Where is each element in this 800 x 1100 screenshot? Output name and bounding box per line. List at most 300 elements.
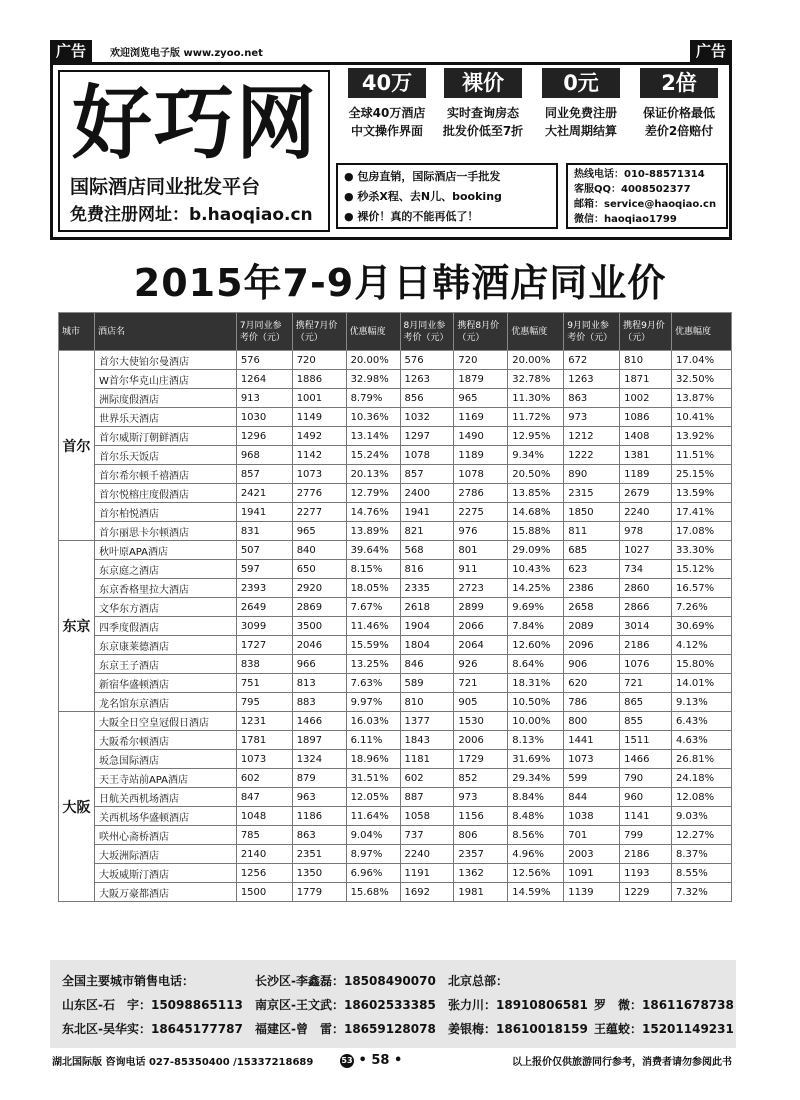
feature-line: 中文操作界面 [350, 124, 423, 138]
price-cell: 1466 [620, 750, 672, 769]
hotel-name-cell: 日航关西机场酒店 [94, 788, 236, 807]
price-cell: 3500 [292, 617, 346, 636]
feature-line: 全球40万酒店 [348, 106, 426, 120]
price-cell: 1186 [292, 807, 346, 826]
price-cell: 2315 [564, 484, 620, 503]
price-cell: 6.11% [346, 731, 400, 750]
price-cell: 2240 [400, 845, 454, 864]
price-cell: 790 [620, 769, 672, 788]
price-cell: 13.14% [346, 427, 400, 446]
price-cell: 840 [292, 541, 346, 560]
price-cell: 863 [564, 389, 620, 408]
price-cell: 1981 [454, 883, 508, 902]
price-cell: 1350 [292, 864, 346, 883]
price-cell: 844 [564, 788, 620, 807]
price-cell: 1377 [400, 712, 454, 731]
page-number: • 58 • [358, 1053, 403, 1068]
price-cell: 18.96% [346, 750, 400, 769]
price-cell: 968 [236, 446, 292, 465]
price-cell: 9.34% [508, 446, 564, 465]
price-cell: 9.03% [671, 807, 731, 826]
promo-bullet: ● 秒杀X程、去N儿、booking [344, 190, 502, 203]
price-cell: 1149 [292, 408, 346, 427]
price-cell: 4.96% [508, 845, 564, 864]
table-row [59, 750, 732, 769]
feature-badge: 2倍 [640, 68, 718, 98]
price-cell: 6.96% [346, 864, 400, 883]
price-cell: 811 [564, 522, 620, 541]
price-cell: 976 [454, 522, 508, 541]
price-cell: 720 [292, 351, 346, 370]
price-cell: 2357 [454, 845, 508, 864]
price-cell: 11.51% [671, 446, 731, 465]
price-cell: 576 [400, 351, 454, 370]
price-cell: 1038 [564, 807, 620, 826]
price-cell: 852 [454, 769, 508, 788]
price-cell: 1091 [564, 864, 620, 883]
contact-hotline: 热线电话：010-88571314 [574, 169, 705, 180]
price-cell: 20.00% [346, 351, 400, 370]
price-cell: 1030 [236, 408, 292, 427]
price-cell: 29.09% [508, 541, 564, 560]
price-cell: 751 [236, 674, 292, 693]
price-cell: 806 [454, 826, 508, 845]
price-cell: 1941 [236, 503, 292, 522]
hotel-name-cell: 文华东方酒店 [94, 598, 236, 617]
price-cell: 20.50% [508, 465, 564, 484]
price-cell: 737 [400, 826, 454, 845]
price-cell: 2046 [292, 636, 346, 655]
price-cell: 963 [292, 788, 346, 807]
hotel-name-cell: 首尔希尔顿千禧酒店 [94, 465, 236, 484]
price-cell: 7.63% [346, 674, 400, 693]
feature-line: 批发价低至7折 [442, 124, 524, 138]
price-cell: 1073 [564, 750, 620, 769]
price-cell: 15.12% [671, 560, 731, 579]
price-cell: 2003 [564, 845, 620, 864]
promo-bullets [336, 163, 558, 229]
hotel-name-cell: 首尔悦榕庄度假酒店 [94, 484, 236, 503]
price-cell: 1048 [236, 807, 292, 826]
promo-bullet: ● 裸价！真的不能再低了！ [344, 210, 479, 223]
table-row [59, 636, 732, 655]
price-cell: 1231 [236, 712, 292, 731]
price-cell: 14.76% [346, 503, 400, 522]
sales-contact: 北京总部： [448, 974, 509, 988]
price-cell: 8.56% [508, 826, 564, 845]
price-cell: 1779 [292, 883, 346, 902]
price-cell: 2089 [564, 617, 620, 636]
contact-info [566, 163, 728, 229]
price-cell: 16.57% [671, 579, 731, 598]
price-cell: 813 [292, 674, 346, 693]
feature-block [630, 68, 728, 140]
table-row [59, 408, 732, 427]
price-cell: 1141 [620, 807, 672, 826]
price-cell: 1073 [292, 465, 346, 484]
hotel-name-cell: 首尔乐天饭店 [94, 446, 236, 465]
price-cell: 9.97% [346, 693, 400, 712]
price-table [58, 312, 732, 902]
price-cell: 1256 [236, 864, 292, 883]
price-cell: 15.68% [346, 883, 400, 902]
price-cell: 1263 [564, 370, 620, 389]
table-row [59, 598, 732, 617]
logo-panel [58, 70, 330, 232]
hotel-name-cell: 关西机场华盛顿酒店 [94, 807, 236, 826]
price-cell: 855 [620, 712, 672, 731]
price-cell: 1692 [400, 883, 454, 902]
footer-disclaimer: 以上报价仅供旅游同行参考，消费者请勿参阅此书 [512, 1057, 732, 1068]
price-cell: 906 [564, 655, 620, 674]
column-header: 优惠幅度 [508, 313, 564, 351]
hotel-name-cell: 大阪全日空皇冠假日酒店 [94, 712, 236, 731]
price-cell: 1263 [400, 370, 454, 389]
table-row [59, 541, 732, 560]
price-cell: 1850 [564, 503, 620, 522]
price-cell: 20.13% [346, 465, 400, 484]
price-cell: 10.43% [508, 560, 564, 579]
contact-wechat: 微信：haoqiao1799 [574, 214, 677, 225]
price-cell: 32.78% [508, 370, 564, 389]
price-cell: 1879 [454, 370, 508, 389]
price-cell: 1181 [400, 750, 454, 769]
price-cell: 8.84% [508, 788, 564, 807]
price-cell: 1086 [620, 408, 672, 427]
price-cell: 2240 [620, 503, 672, 522]
hotel-name-cell: 新宿华盛顿酒店 [94, 674, 236, 693]
price-cell: 11.46% [346, 617, 400, 636]
price-cell: 846 [400, 655, 454, 674]
price-cell: 2386 [564, 579, 620, 598]
price-cell: 15.59% [346, 636, 400, 655]
price-cell: 1139 [564, 883, 620, 902]
price-cell: 1381 [620, 446, 672, 465]
column-header: 酒店名 [94, 313, 236, 351]
price-cell: 1871 [620, 370, 672, 389]
sales-contact: 姜银梅：18610018159 [448, 1022, 588, 1036]
price-cell: 801 [454, 541, 508, 560]
hotel-name-cell: 秋叶原APA酒店 [94, 541, 236, 560]
price-cell: 1212 [564, 427, 620, 446]
price-cell: 879 [292, 769, 346, 788]
price-cell: 25.15% [671, 465, 731, 484]
price-cell: 13.59% [671, 484, 731, 503]
price-cell: 6.43% [671, 712, 731, 731]
price-cell: 721 [620, 674, 672, 693]
price-cell: 973 [454, 788, 508, 807]
price-cell: 13.85% [508, 484, 564, 503]
price-cell: 2421 [236, 484, 292, 503]
price-cell: 1729 [454, 750, 508, 769]
price-cell: 786 [564, 693, 620, 712]
price-cell: 2866 [620, 598, 672, 617]
price-cell: 721 [454, 674, 508, 693]
price-cell: 9.69% [508, 598, 564, 617]
contact-qq: 客服QQ：4008502377 [574, 184, 691, 195]
hotel-name-cell: 首尔威斯汀朝鲜酒店 [94, 427, 236, 446]
feature-line: 实时查询房态 [446, 106, 519, 120]
hotel-name-cell: 坂急国际酒店 [94, 750, 236, 769]
price-cell: 701 [564, 826, 620, 845]
price-cell: 913 [236, 389, 292, 408]
feature-badge: 裸价 [444, 68, 522, 98]
price-cell: 1222 [564, 446, 620, 465]
price-cell: 507 [236, 541, 292, 560]
price-cell: 1904 [400, 617, 454, 636]
price-cell: 8.64% [508, 655, 564, 674]
table-row [59, 370, 732, 389]
price-cell: 1530 [454, 712, 508, 731]
feature-block [434, 68, 532, 140]
price-cell: 857 [236, 465, 292, 484]
table-body [59, 351, 732, 902]
price-cell: 2723 [454, 579, 508, 598]
table-row [59, 389, 732, 408]
hotel-name-cell: 东京香格里拉大酒店 [94, 579, 236, 598]
feature-line: 差价2倍赔付 [644, 124, 714, 138]
price-cell: 597 [236, 560, 292, 579]
price-cell: 10.36% [346, 408, 400, 427]
column-header: 7月同业参考价（元） [236, 313, 292, 351]
price-cell: 15.88% [508, 522, 564, 541]
price-cell: 2679 [620, 484, 672, 503]
price-cell: 2658 [564, 598, 620, 617]
table-row [59, 712, 732, 731]
price-cell: 2899 [454, 598, 508, 617]
price-cell: 650 [292, 560, 346, 579]
price-cell: 17.04% [671, 351, 731, 370]
price-cell: 1500 [236, 883, 292, 902]
price-cell: 24.18% [671, 769, 731, 788]
price-cell: 1156 [454, 807, 508, 826]
table-row [59, 826, 732, 845]
price-cell: 838 [236, 655, 292, 674]
table-row [59, 674, 732, 693]
table-row [59, 864, 732, 883]
price-cell: 20.00% [508, 351, 564, 370]
page-title: 2015年7-9月日韩酒店同业价 [133, 261, 667, 305]
price-cell: 7.32% [671, 883, 731, 902]
price-cell: 2649 [236, 598, 292, 617]
price-cell: 965 [292, 522, 346, 541]
column-header: 携程8月价（元） [454, 313, 508, 351]
price-cell: 12.79% [346, 484, 400, 503]
price-cell: 1191 [400, 864, 454, 883]
column-header: 优惠幅度 [346, 313, 400, 351]
price-cell: 12.60% [508, 636, 564, 655]
contact-email: 邮箱：service@haoqiao.cn [574, 199, 717, 210]
hotel-name-cell: 大阪万豪都酒店 [94, 883, 236, 902]
price-cell: 2006 [454, 731, 508, 750]
footer-left: 湖北国际版 咨询电话 027-85350400 /15337218689 [52, 1057, 314, 1068]
price-cell: 568 [400, 541, 454, 560]
price-cell: 1297 [400, 427, 454, 446]
price-cell: 890 [564, 465, 620, 484]
price-cell: 1492 [292, 427, 346, 446]
price-cell: 2066 [454, 617, 508, 636]
price-cell: 12.56% [508, 864, 564, 883]
price-cell: 2064 [454, 636, 508, 655]
table-row [59, 883, 732, 902]
hotel-name-cell: 洲际度假酒店 [94, 389, 236, 408]
welcome-text: 欢迎浏览电子版 www.zyoo.net [110, 48, 263, 59]
price-cell: 795 [236, 693, 292, 712]
price-cell: 810 [400, 693, 454, 712]
sales-contact: 福建区-曾 雷：18659128078 [255, 1022, 436, 1036]
price-cell: 2351 [292, 845, 346, 864]
table-row [59, 769, 732, 788]
table-row [59, 731, 732, 750]
price-cell: 10.41% [671, 408, 731, 427]
column-header: 城市 [59, 313, 95, 351]
feature-line: 保证价格最低 [642, 106, 715, 120]
price-cell: 2277 [292, 503, 346, 522]
price-cell: 576 [236, 351, 292, 370]
price-cell: 831 [236, 522, 292, 541]
price-cell: 816 [400, 560, 454, 579]
price-cell: 602 [400, 769, 454, 788]
price-cell: 1229 [620, 883, 672, 902]
city-cell: 东京 [59, 541, 95, 712]
price-cell: 31.69% [508, 750, 564, 769]
price-cell: 1001 [292, 389, 346, 408]
price-cell: 10.00% [508, 712, 564, 731]
table-row [59, 503, 732, 522]
hotel-name-cell: 东京庭之酒店 [94, 560, 236, 579]
column-header: 9月同业参考价（元） [564, 313, 620, 351]
price-cell: 960 [620, 788, 672, 807]
price-cell: 2393 [236, 579, 292, 598]
sales-contact: 罗 微：18611678738 [594, 998, 734, 1012]
hotel-name-cell: 四季度假酒店 [94, 617, 236, 636]
price-cell: 887 [400, 788, 454, 807]
price-cell: 12.95% [508, 427, 564, 446]
price-cell: 11.72% [508, 408, 564, 427]
price-cell: 911 [454, 560, 508, 579]
price-cell: 863 [292, 826, 346, 845]
price-cell: 9.13% [671, 693, 731, 712]
price-cell: 12.05% [346, 788, 400, 807]
price-cell: 1169 [454, 408, 508, 427]
price-cell: 785 [236, 826, 292, 845]
price-cell: 13.89% [346, 522, 400, 541]
column-header: 携程7月价（元） [292, 313, 346, 351]
table-row [59, 351, 732, 370]
ad-label-left: 广告 [50, 40, 92, 62]
price-cell: 2096 [564, 636, 620, 655]
price-cell: 865 [620, 693, 672, 712]
promo-bullet: ● 包房直销，国际酒店一手批发 [344, 170, 501, 183]
logo-wordmark: 好巧网 [72, 76, 318, 170]
price-cell: 589 [400, 674, 454, 693]
table-row [59, 446, 732, 465]
price-cell: 11.30% [508, 389, 564, 408]
table-row [59, 427, 732, 446]
price-cell: 2869 [292, 598, 346, 617]
price-cell: 31.51% [346, 769, 400, 788]
price-cell: 2618 [400, 598, 454, 617]
price-cell: 1804 [400, 636, 454, 655]
price-cell: 2920 [292, 579, 346, 598]
price-cell: 8.13% [508, 731, 564, 750]
price-cell: 4.12% [671, 636, 731, 655]
price-cell: 2400 [400, 484, 454, 503]
price-cell: 965 [454, 389, 508, 408]
page-badge-icon: 53 [340, 1054, 354, 1068]
price-cell: 10.50% [508, 693, 564, 712]
price-cell: 3014 [620, 617, 672, 636]
hotel-name-cell: W首尔华克山庄酒店 [94, 370, 236, 389]
price-cell: 1264 [236, 370, 292, 389]
price-cell: 1886 [292, 370, 346, 389]
price-cell: 2776 [292, 484, 346, 503]
column-header: 优惠幅度 [671, 313, 731, 351]
sales-contact: 张力川：18910806581 [448, 998, 588, 1012]
hotel-name-cell: 大阪希尔顿酒店 [94, 731, 236, 750]
price-cell: 1073 [236, 750, 292, 769]
price-cell: 1781 [236, 731, 292, 750]
price-cell: 1076 [620, 655, 672, 674]
price-cell: 810 [620, 351, 672, 370]
price-cell: 2186 [620, 845, 672, 864]
price-cell: 8.15% [346, 560, 400, 579]
column-header: 携程9月价（元） [620, 313, 672, 351]
price-cell: 18.31% [508, 674, 564, 693]
sales-contact: 王蕴蛟：15201149231 [594, 1022, 734, 1036]
table-row [59, 788, 732, 807]
price-cell: 620 [564, 674, 620, 693]
price-cell: 1027 [620, 541, 672, 560]
table-row [59, 655, 732, 674]
price-cell: 966 [292, 655, 346, 674]
price-cell: 4.63% [671, 731, 731, 750]
price-cell: 1466 [292, 712, 346, 731]
price-cell: 29.34% [508, 769, 564, 788]
table-row [59, 617, 732, 636]
price-cell: 1189 [620, 465, 672, 484]
price-cell: 1002 [620, 389, 672, 408]
hotel-name-cell: 大坂威斯汀酒店 [94, 864, 236, 883]
price-cell: 9.04% [346, 826, 400, 845]
price-cell: 7.84% [508, 617, 564, 636]
sales-contact: 南京区-王文武：18602533385 [255, 998, 436, 1012]
price-cell: 623 [564, 560, 620, 579]
price-cell: 13.92% [671, 427, 731, 446]
table-row [59, 522, 732, 541]
price-cell: 800 [564, 712, 620, 731]
price-cell: 857 [400, 465, 454, 484]
price-cell: 856 [400, 389, 454, 408]
price-cell: 17.08% [671, 522, 731, 541]
price-cell: 1897 [292, 731, 346, 750]
price-cell: 16.03% [346, 712, 400, 731]
price-cell: 685 [564, 541, 620, 560]
price-cell: 2275 [454, 503, 508, 522]
price-cell: 26.81% [671, 750, 731, 769]
price-cell: 2860 [620, 579, 672, 598]
feature-badge: 0元 [542, 68, 620, 98]
hotel-name-cell: 大坂洲际酒店 [94, 845, 236, 864]
sales-contact: 东北区-吴华实：18645177787 [62, 1022, 243, 1036]
hotel-name-cell: 龙名馆东京酒店 [94, 693, 236, 712]
feature-block [532, 68, 630, 140]
column-header: 8月同业参考价（元） [400, 313, 454, 351]
hotel-name-cell: 首尔丽思卡尔顿酒店 [94, 522, 236, 541]
price-cell: 15.80% [671, 655, 731, 674]
price-cell: 1362 [454, 864, 508, 883]
price-cell: 14.68% [508, 503, 564, 522]
